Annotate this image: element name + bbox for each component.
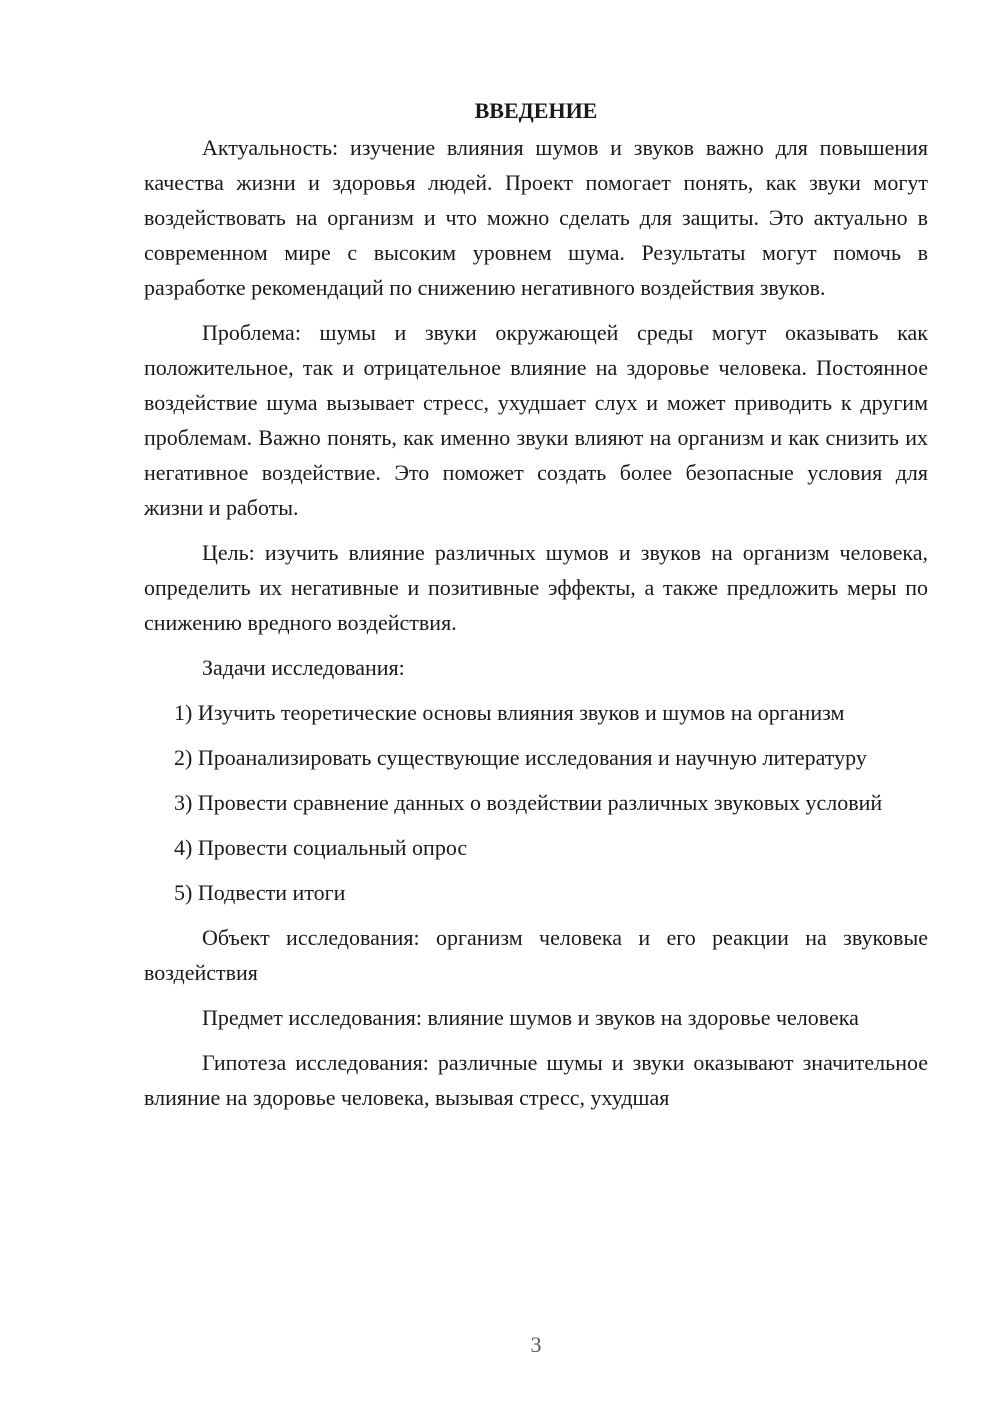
task-item: 1) Изучить теоретические основы влияния звуков и шумов на организм (174, 700, 845, 725)
paragraph-subject: Предмет исследования: влияние шумов и звуков на здоровье человека (202, 1005, 859, 1030)
section-title: ВВЕДЕНИЕ (474, 98, 598, 123)
page-number: 3 (530, 1332, 542, 1357)
task-item: 3) Провести сравнение данных о воздействии различных звуковых условий (174, 790, 883, 815)
paragraph-problem: Проблема: шумы и звуки окружающей среды могут оказывать как положительное, так и отрицательное влияние на здоровье человека. Постоянное воздействие шума вызывает стресс, ухудшает слух и может приводить к другим проблемам. Важно понять, как именно звуки влияют на организм и как снизить их негативное воздействие. Это поможет создать более безопасные условия для жизни и работы. (144, 320, 928, 520)
paragraph-hypothesis: Гипотеза исследования: различные шумы и звуки оказывают значительное влияние на здоровье человека, вызывая стресс, ухудшая (144, 1050, 928, 1110)
paragraph-tasks-heading: Задачи исследования: (202, 655, 405, 680)
task-item: 5) Подвести итоги (174, 880, 346, 905)
paragraph-relevance: Актуальность: изучение влияния шумов и звуков важно для повышения качества жизни и здоровья людей. Проект помогает понять, как звуки могут воздействовать на организм и что можно сделать для защиты. Это актуально в современном мире с высоким уровнем шума. Результаты могут помочь в разработке рекомендаций по снижению негативного воздействия звуков. (144, 135, 928, 300)
page-content (144, 92, 928, 1125)
paragraph-object: Объект исследования: организм человека и его реакции на звуковые воздействия (144, 925, 928, 985)
paragraph-goal: Цель: изучить влияние различных шумов и звуков на организм человека, определить их негативные и позитивные эффекты, а также предложить меры по снижению вредного воздействия. (144, 540, 928, 635)
task-item: 4) Провести социальный опрос (174, 835, 468, 860)
task-item: 2) Проанализировать существующие исследования и научную литературу (174, 745, 867, 770)
